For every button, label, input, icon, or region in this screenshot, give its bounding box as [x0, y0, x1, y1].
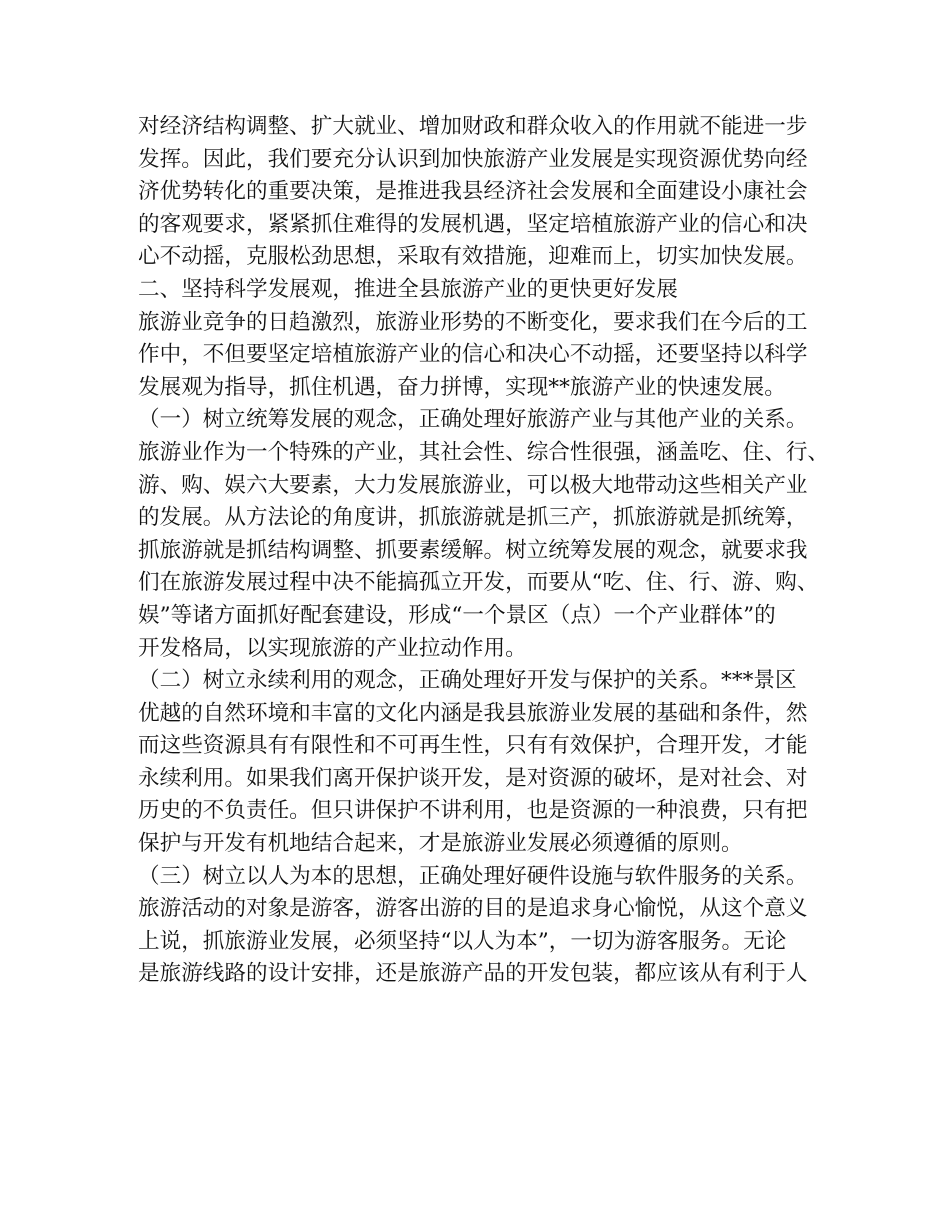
text-line: 发挥。因此，我们要充分认识到加快旅游产业发展是实现资源优势向经: [138, 146, 808, 172]
text-line: 是旅游线路的设计安排，还是旅游产品的开发包装，都应该从有利于人: [138, 961, 808, 987]
text-line: 旅游业作为一个特殊的产业，其社会性、综合性很强，涵盖吃、住、行、: [138, 439, 830, 465]
text-line: 游、购、娱六大要素，大力发展旅游业，可以极大地带动这些相关产业: [138, 472, 808, 498]
text-line: 发展观为指导，抓住机遇，奋力拼博，实现**旅游产业的快速发展。: [138, 374, 786, 400]
text-line: 作中，不但要坚定培植旅游产业的信心和决心不动摇，还要坚持以科学: [138, 342, 808, 368]
subsection-heading: （三）树立以人为本的思想，正确处理好硬件设施与软件服务的关系。: [138, 863, 808, 889]
text-line: 历史的不负责任。但只讲保护不讲利用，也是资源的一种浪费，只有把: [138, 798, 808, 824]
document-body-text: [138, 111, 828, 991]
text-line: 们在旅游发展过程中决不能搞孤立开发，而要从“吃、住、行、游、购、: [138, 570, 819, 596]
text-line: 娱”等诸方面抓好配套建设，形成“一个景区（点）一个产业群体”的: [138, 602, 776, 628]
subsection-heading: （二）树立永续利用的观念，正确处理好开发与保护的关系。***景区: [138, 668, 797, 694]
section-heading: 二、坚持科学发展观，推进全县旅游产业的更快更好发展: [138, 276, 678, 302]
text-line: 上说，抓旅游业发展，必须坚持“以人为本”，一切为游客服务。无论: [138, 928, 787, 954]
text-line: 心不动摇，克服松劲思想，采取有效措施，迎难而上，切实加快发展。: [138, 244, 808, 270]
text-line: 而这些资源具有有限性和不可再生性，只有有效保护，合理开发，才能: [138, 733, 808, 759]
text-line: 开发格局，以实现旅游的产业拉动作用。: [138, 635, 527, 661]
text-line: 的客观要求，紧紧抓住难得的发展机遇，坚定培植旅游产业的信心和决: [138, 211, 808, 237]
text-line: 抓旅游就是抓结构调整、抓要素缓解。树立统筹发展的观念，就要求我: [138, 537, 808, 563]
text-line: 保护与开发有机地结合起来，才是旅游业发展必须遵循的原则。: [138, 831, 743, 857]
text-line: 旅游业竞争的日趋激烈，旅游业形势的不断变化，要求我们在今后的工: [138, 309, 808, 335]
text-line: 济优势转化的重要决策，是推进我县经济社会发展和全面建设小康社会: [138, 179, 808, 205]
text-line: 旅游活动的对象是游客，游客出游的目的是追求身心愉悦，从这个意义: [138, 896, 808, 922]
subsection-heading: （一）树立统筹发展的观念，正确处理好旅游产业与其他产业的关系。: [138, 407, 808, 433]
text-line: 优越的自然环境和丰富的文化内涵是我县旅游业发展的基础和条件，然: [138, 700, 808, 726]
text-line: 对经济结构调整、扩大就业、增加财政和群众收入的作用就不能进一步: [138, 114, 808, 139]
text-line: 永续利用。如果我们离开保护谈开发，是对资源的破坏，是对社会、对: [138, 765, 808, 791]
text-line: 的发展。从方法论的角度讲，抓旅游就是抓三产，抓旅游就是抓统筹，: [138, 505, 808, 531]
